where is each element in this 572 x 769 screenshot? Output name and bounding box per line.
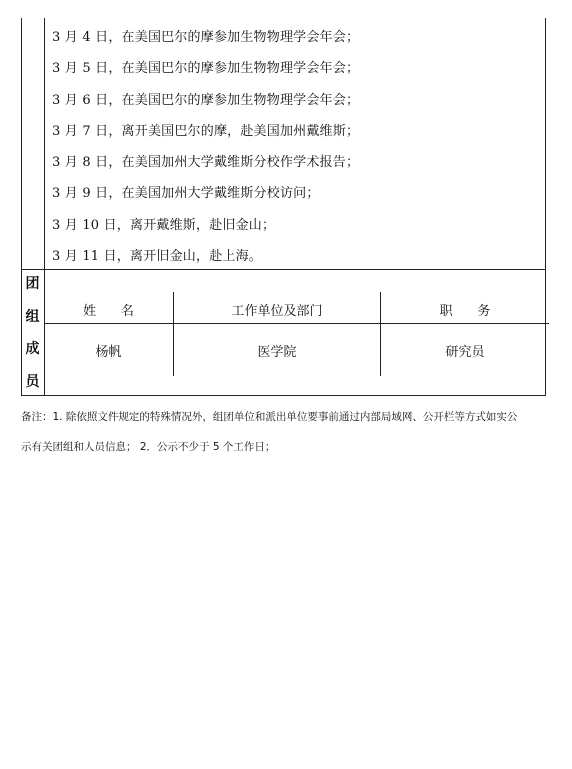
header-title: 职 务: [439, 304, 491, 319]
side-label-char: 成: [25, 341, 40, 358]
header-name: 姓 名: [83, 304, 134, 319]
schedule-line: 3 月 5 日，在美国巴尔的摩参加生物物理学会年会；: [52, 61, 360, 77]
schedule-line: 3 月 6 日，在美国巴尔的摩参加生物物理学会年会；: [52, 92, 360, 108]
side-label-char: 员: [25, 373, 40, 390]
header-unit: 工作单位及部门: [231, 304, 323, 319]
side-label-char: 组: [25, 308, 40, 325]
member-unit: 医学院: [257, 345, 297, 360]
members-table: [44, 292, 549, 376]
schedule-line: 3 月 8 日，在美国加州大学戴维斯分校作学术报告；: [52, 155, 360, 171]
footnote: [21, 402, 551, 462]
member-title: 研究员: [445, 345, 485, 360]
member-name: 杨帆: [95, 345, 122, 360]
schedule-line: 3 月 10 日，离开戴维斯，赴旧金山；: [52, 217, 276, 233]
schedule-line: 3 月 4 日，在美国巴尔的摩参加生物物理学会年会；: [52, 30, 360, 45]
itinerary-schedule: [52, 22, 532, 272]
footnote-line: 备注：1. 除依照文件规定的特殊情况外，组团单位和派出单位要事前通过内部局域网、公开栏等方式如实公: [21, 411, 518, 423]
schedule-line: 3 月 11 日，离开旧金山，赴上海。: [52, 249, 263, 265]
schedule-line: 3 月 9 日，在美国加州大学戴维斯分校访问；: [52, 186, 320, 202]
members-header-divider: [44, 323, 549, 324]
side-label-char: 团: [25, 276, 40, 292]
group-members-label: [21, 273, 44, 393]
schedule-line: 3 月 7 日，离开美国巴尔的摩，赴美国加州戴维斯；: [52, 123, 360, 139]
footnote-line: 示有关团组和人员信息； 2．公示不少于 5 个工作日；: [21, 441, 276, 453]
